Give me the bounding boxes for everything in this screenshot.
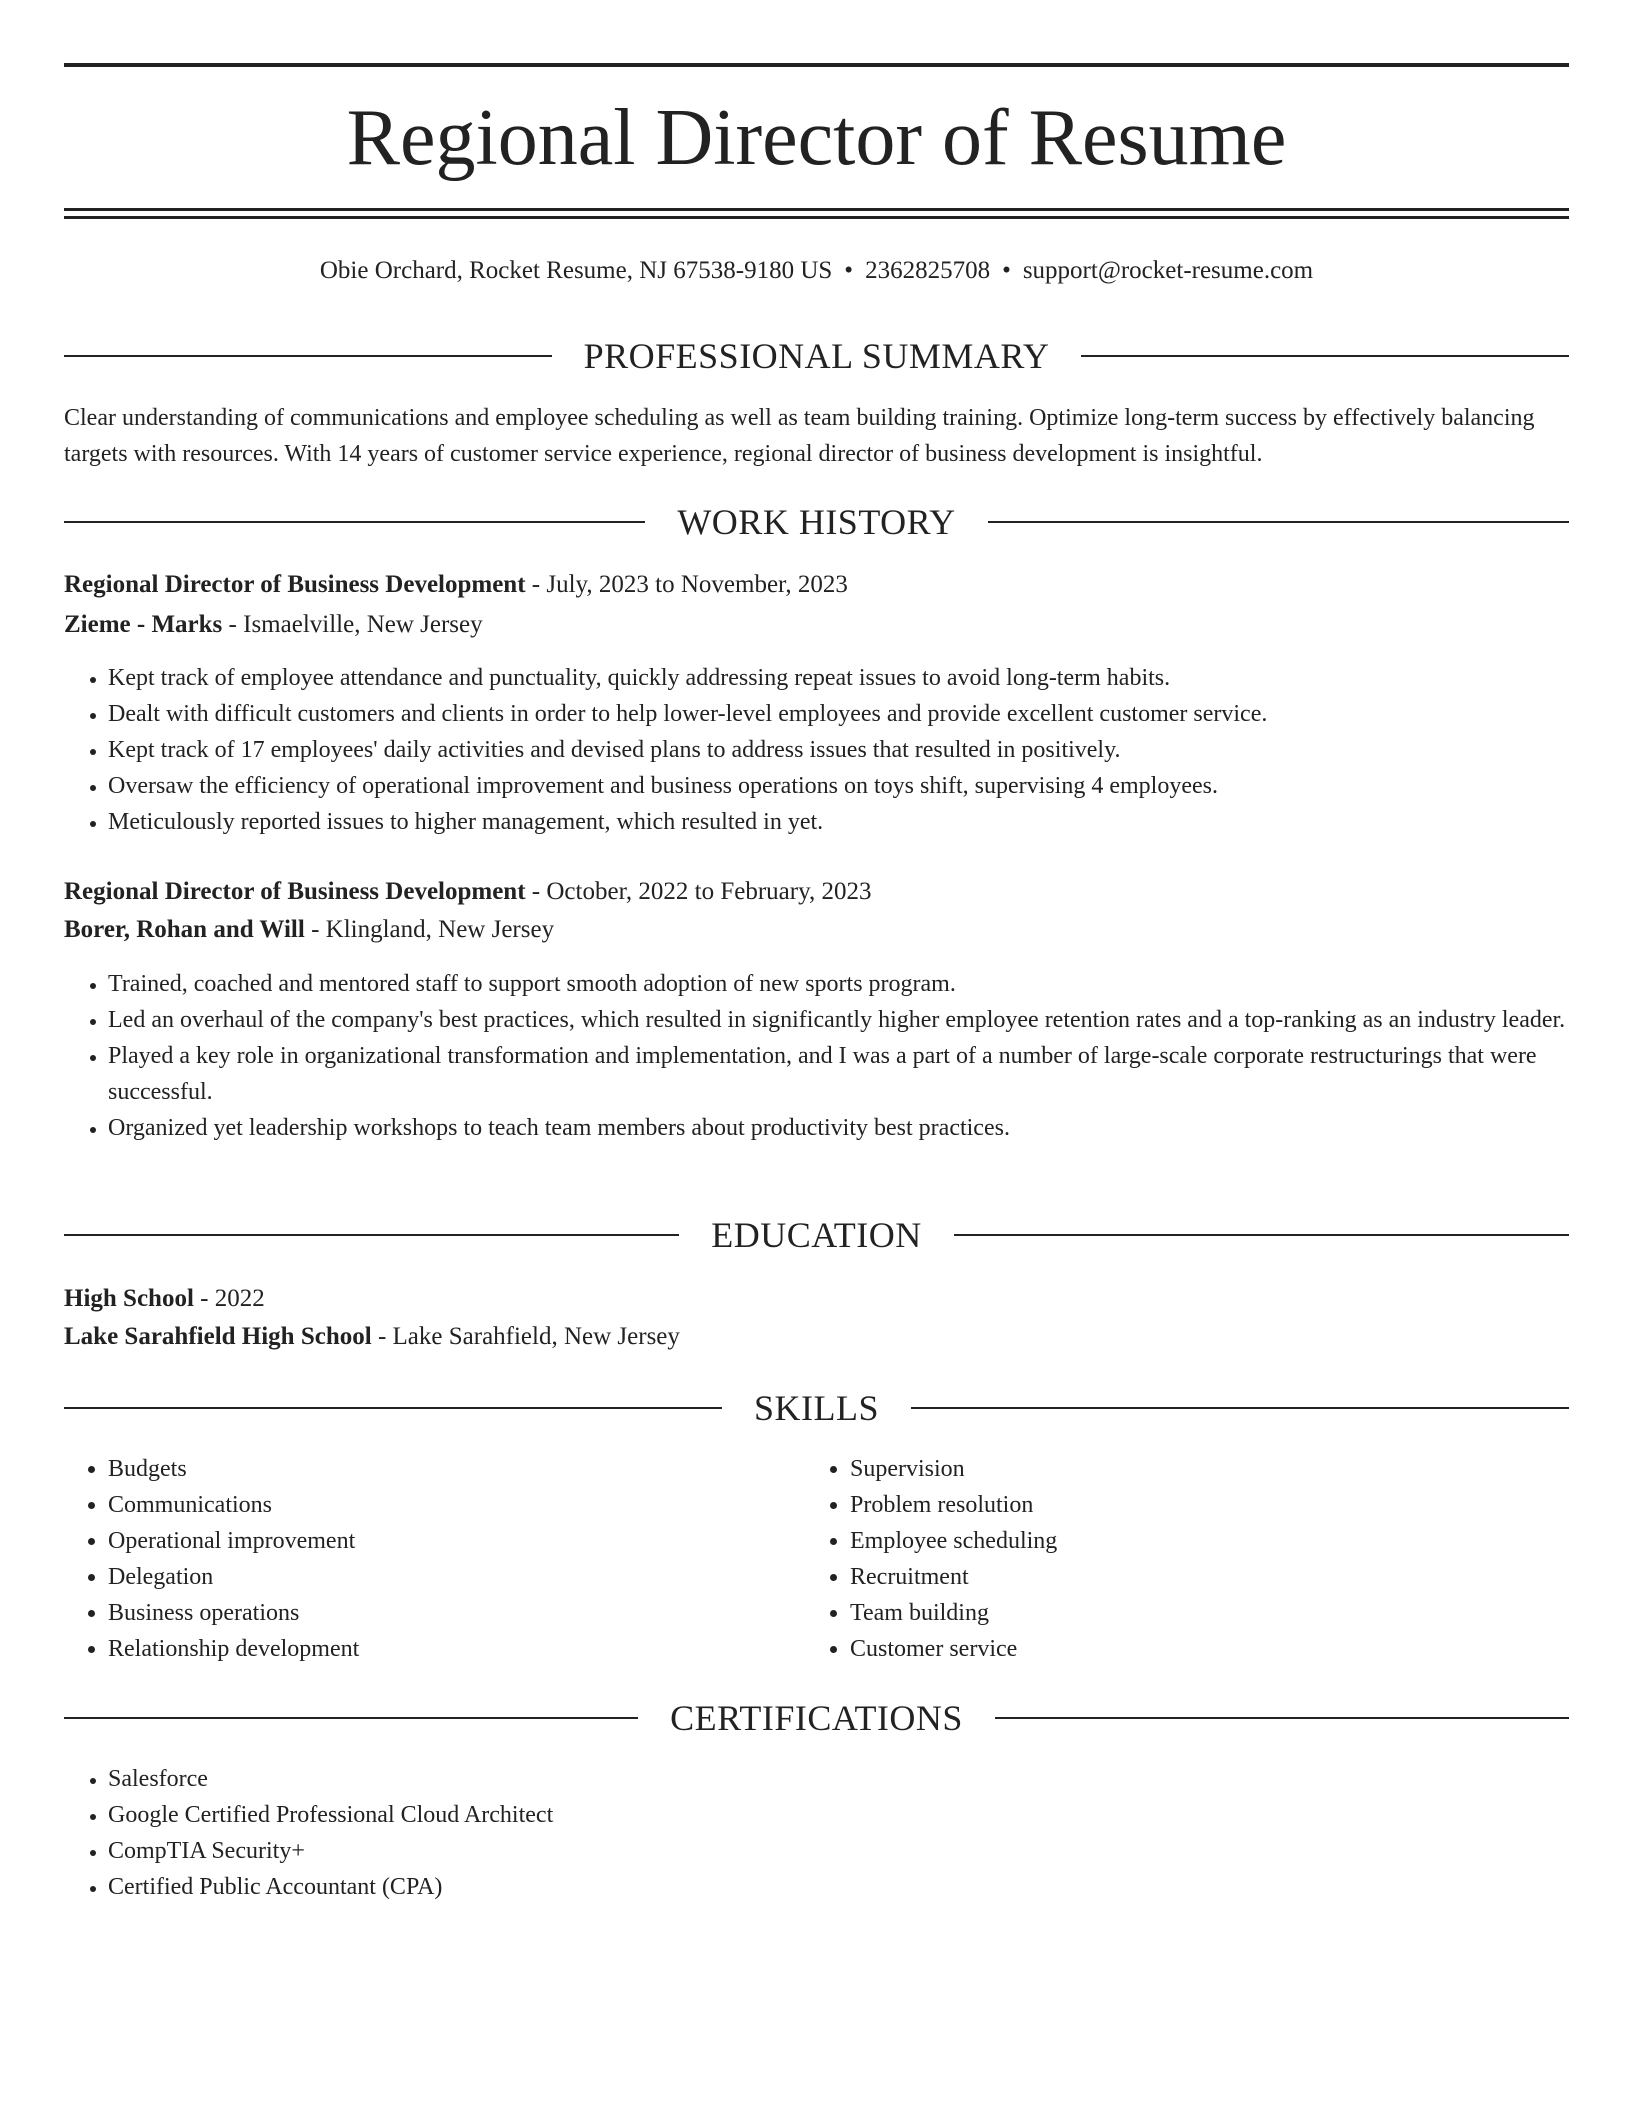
list-item: • Led an overhaul of the company's best practices, which resulted in significantly higher employee retention rates and a top-ranking as an industry leader. xyxy=(108,1002,1613,1038)
section-rule xyxy=(1081,355,1569,357)
list-item: • Kept track of employee attendance and punctuality, quickly addressing repeat issues to avoid long-term habits. xyxy=(108,660,1613,696)
list-item: • Dealt with difficult customers and clients in order to help lower-level employees and provide excellent customer service. xyxy=(108,696,1613,732)
job-company: Zieme - Marks xyxy=(64,611,223,638)
job-2-company-line xyxy=(64,911,1569,949)
section-rule xyxy=(64,1407,722,1409)
list-item: • Budgets xyxy=(108,1451,808,1487)
resume-title: Regional Director of Resume xyxy=(346,94,1287,182)
list-item: • Certified Public Accountant (CPA) xyxy=(108,1869,1613,1905)
list-item: • Salesforce xyxy=(108,1761,1613,1797)
certifications-heading: CERTIFICATIONS xyxy=(670,1698,963,1738)
section-rule xyxy=(64,1717,638,1719)
job-dates: - July, 2023 to November, 2023 xyxy=(525,571,848,598)
education-degree-line xyxy=(64,1280,1569,1318)
job-location: - Klingland, New Jersey xyxy=(304,916,555,943)
job-title: Regional Director of Business Development xyxy=(64,878,526,905)
job-1-bullets xyxy=(64,660,1613,840)
education-school: Lake Sarahfield High School xyxy=(64,1323,372,1350)
job-dates: - October, 2022 to February, 2023 xyxy=(525,878,872,905)
skills-section-header xyxy=(64,1386,1569,1430)
list-item: • Relationship development xyxy=(108,1631,808,1667)
education-school-line xyxy=(64,1318,1569,1356)
contact-line xyxy=(64,253,1569,289)
list-item: • Google Certified Professional Cloud Architect xyxy=(108,1797,1613,1833)
list-item: • Recruitment xyxy=(850,1559,1550,1595)
list-item: • Team building xyxy=(850,1595,1550,1631)
list-item: • Kept track of 17 employees' daily activities and devised plans to address issues that resulted in positively. xyxy=(108,732,1613,768)
work-section-header xyxy=(64,500,1569,544)
job-company: Borer, Rohan and Will xyxy=(64,916,305,943)
certifications-list xyxy=(64,1761,1613,1905)
section-rule xyxy=(995,1717,1569,1719)
list-item: • Oversaw the efficiency of operational improvement and business operations on toys shift, supervising 4 employees. xyxy=(108,768,1613,804)
list-item: • Played a key role in organizational transformation and implementation, and I was a part of a number of large-scale corporate restructurings that were successful. xyxy=(108,1038,1613,1110)
certifications-section-header xyxy=(64,1696,1569,1740)
list-item: • Supervision xyxy=(850,1451,1550,1487)
job-2-title-line xyxy=(64,873,1569,911)
list-item: • Business operations xyxy=(108,1595,808,1631)
list-item: • Trained, coached and mentored staff to support smooth adoption of new sports program. xyxy=(108,966,1613,1002)
skills-list-right xyxy=(806,1451,1550,1667)
section-rule xyxy=(64,521,645,523)
list-item: • Operational improvement xyxy=(108,1523,808,1559)
summary-heading: PROFESSIONAL SUMMARY xyxy=(583,336,1050,376)
job-title: Regional Director of Business Development xyxy=(64,571,526,598)
list-item: • Delegation xyxy=(108,1559,808,1595)
job-1-company-line xyxy=(64,606,1569,644)
top-rule xyxy=(64,63,1569,67)
summary-section-header xyxy=(64,334,1569,378)
list-item: • Problem resolution xyxy=(850,1487,1550,1523)
section-rule xyxy=(988,521,1569,523)
skills-heading: SKILLS xyxy=(754,1388,880,1428)
contact-separator: • xyxy=(844,257,854,284)
section-rule xyxy=(954,1234,1569,1236)
education-section-header xyxy=(64,1213,1569,1257)
contact-separator: • xyxy=(1002,257,1011,284)
job-1-title-line xyxy=(64,566,1569,604)
education-location: - Lake Sarahfield, New Jersey xyxy=(371,1323,680,1350)
section-rule xyxy=(64,355,552,357)
list-item: • Organized yet leadership workshops to teach team members about productivity best practices. xyxy=(108,1110,1613,1146)
title-rule-lower xyxy=(64,216,1569,219)
section-rule xyxy=(64,1234,679,1236)
contact-phone[interactable]: 2362825708 xyxy=(865,257,991,284)
work-heading: WORK HISTORY xyxy=(677,502,956,542)
section-rule xyxy=(911,1407,1569,1409)
list-item: • Customer service xyxy=(850,1631,1550,1667)
education-heading: EDUCATION xyxy=(711,1215,922,1255)
job-2-bullets xyxy=(64,966,1613,1146)
contact-email[interactable]: support@rocket-resume.com xyxy=(1022,257,1314,284)
list-item: • CompTIA Security+ xyxy=(108,1833,1613,1869)
education-degree: High School xyxy=(64,1285,194,1312)
list-item: • Communications xyxy=(108,1487,808,1523)
education-year: - 2022 xyxy=(193,1285,265,1312)
skills-list-left xyxy=(64,1451,808,1667)
job-location: - Ismaelville, New Jersey xyxy=(222,611,483,638)
list-item: • Meticulously reported issues to higher management, which resulted in yet. xyxy=(108,804,1613,840)
contact-address: Obie Orchard, Rocket Resume, NJ 67538-9180 US xyxy=(319,257,833,284)
title-rule-upper xyxy=(64,208,1569,211)
list-item: • Employee scheduling xyxy=(850,1523,1550,1559)
summary-text: Clear understanding of communications and employee scheduling as well as team building training. Optimize long-term success by effectively balancing targets with resources. With 14 years of customer service experience, regional director of business development is insightful. xyxy=(64,405,1535,467)
